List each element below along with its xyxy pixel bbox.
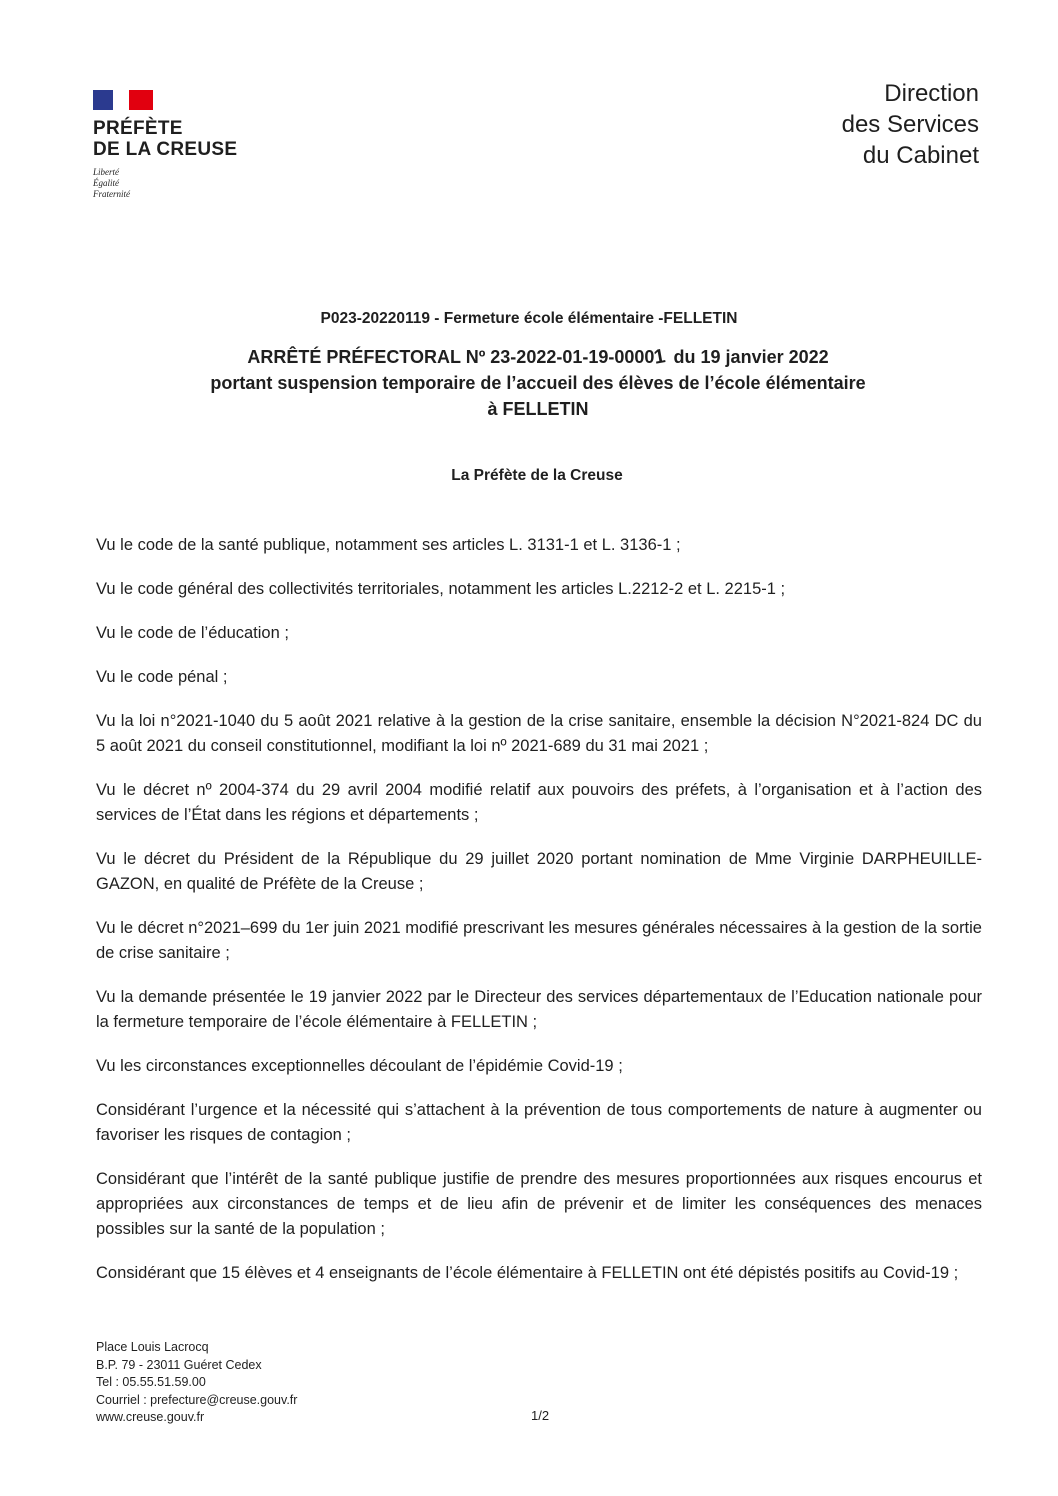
- tricolor-flag-icon: [93, 90, 153, 110]
- logo-line: DE LA CREUSE: [93, 139, 238, 160]
- email-line: Courriel : prefecture@creuse.gouv.fr: [96, 1392, 298, 1407]
- decree-body: [96, 533, 982, 1305]
- motto-line: Égalité: [93, 178, 119, 188]
- logo-title: [93, 118, 263, 160]
- recital-paragraph: Vu le décret du Président de la République du 29 juillet 2020 portant nomination de Mme Virginie DARPHEUILLE-GAZON, en qualité de Préfète de la Creuse ;: [96, 850, 982, 893]
- phone-line: Tel : 05.55.51.59.00: [96, 1375, 206, 1390]
- address-line: Place Louis Lacrocq: [96, 1340, 209, 1354]
- prefecture-address: [96, 1339, 297, 1427]
- recital-paragraph: Vu le code de l’éducation ;: [96, 624, 289, 642]
- service-heading-line: des Services: [841, 111, 979, 138]
- service-heading: [842, 78, 979, 171]
- motto-line: Liberté: [93, 167, 119, 177]
- considering-paragraph: Considérant l’urgence et la nécessité qui s’attachent à la prévention de tous comportements de nature à augmenter ou favoriser les risques de contagion ;: [96, 1101, 982, 1144]
- recital-paragraph: Vu le code pénal ;: [96, 668, 228, 686]
- republic-logo: [93, 90, 263, 200]
- page-number: 1/2: [531, 1408, 550, 1423]
- motto-line: Fraternité: [93, 189, 130, 199]
- recital-paragraph: Vu la loi n°2021-1040 du 5 août 2021 relative à la gestion de la crise sanitaire, ensemble la décision N°2021-824 DC du 5 août 2021 du conseil constitutionnel, modifiant la loi nº 2021-689 du 31 mai 2021 ;: [96, 712, 982, 755]
- recital-paragraph: Vu les circonstances exceptionnelles découlant de l’épidémie Covid-19 ;: [96, 1057, 623, 1075]
- address-line: B.P. 79 - 23011 Guéret Cedex: [96, 1357, 262, 1372]
- recital-paragraph: Vu le code général des collectivités territoriales, notamment les articles L.2212-2 et L. 2215-1 ;: [96, 580, 786, 598]
- handwritten-digit: 1: [652, 345, 668, 369]
- decree-number: ARRÊTÉ PRÉFECTORAL Nº 23-2022-01-19-0000: [247, 347, 655, 367]
- service-heading-line: Direction: [884, 80, 979, 107]
- issuing-authority: La Préfète de la Creuse: [451, 467, 623, 484]
- service-heading-line: du Cabinet: [862, 142, 979, 169]
- considering-paragraph: Considérant que l’intérêt de la santé publique justifie de prendre des mesures proportionnées aux risques encourus et appropriées aux circonstances de temps et de lieu afin de prévenir et de limiter les conséquences des menaces possibles sur la santé de la population ;: [96, 1170, 982, 1238]
- republic-motto: [93, 167, 263, 200]
- logo-line: PRÉFÈTE: [93, 118, 183, 139]
- recital-paragraph: Vu le code de la santé publique, notamment ses articles L. 3131-1 et L. 3136-1 ;: [96, 536, 681, 554]
- website-line: www.creuse.gouv.fr: [96, 1410, 205, 1425]
- decree-title: [0, 344, 1058, 422]
- considering-paragraph: Considérant que 15 élèves et 4 enseignants de l’école élémentaire à FELLETIN ont été dépistés positifs au Covid-19 ;: [96, 1264, 959, 1282]
- recital-paragraph: Vu la demande présentée le 19 janvier 2022 par le Directeur des services départementaux de l’Education nationale pour la fermeture temporaire de l’école élémentaire à FELLETIN ;: [96, 988, 982, 1031]
- decree-subtitle-line: portant suspension temporaire de l’accueil des élèves de l’école élémentaire: [210, 373, 866, 393]
- decree-subtitle-line: à FELLETIN: [487, 399, 589, 419]
- recital-paragraph: Vu le décret n°2021–699 du 1er juin 2021 modifié prescrivant les mesures générales nécessaires à la gestion de la sortie de crise sanitaire ;: [96, 919, 982, 962]
- document-reference: P023-20220119 - Fermeture école élémentaire -FELLETIN: [320, 310, 738, 327]
- decree-date: du 19 janvier 2022: [673, 347, 829, 367]
- decree-title-line: [0, 344, 1058, 370]
- recital-paragraph: Vu le décret nº 2004-374 du 29 avril 2004 modifié relatif aux pouvoirs des préfets, à l’organisation et à l’action des services de l’État dans les régions et départements ;: [96, 781, 982, 824]
